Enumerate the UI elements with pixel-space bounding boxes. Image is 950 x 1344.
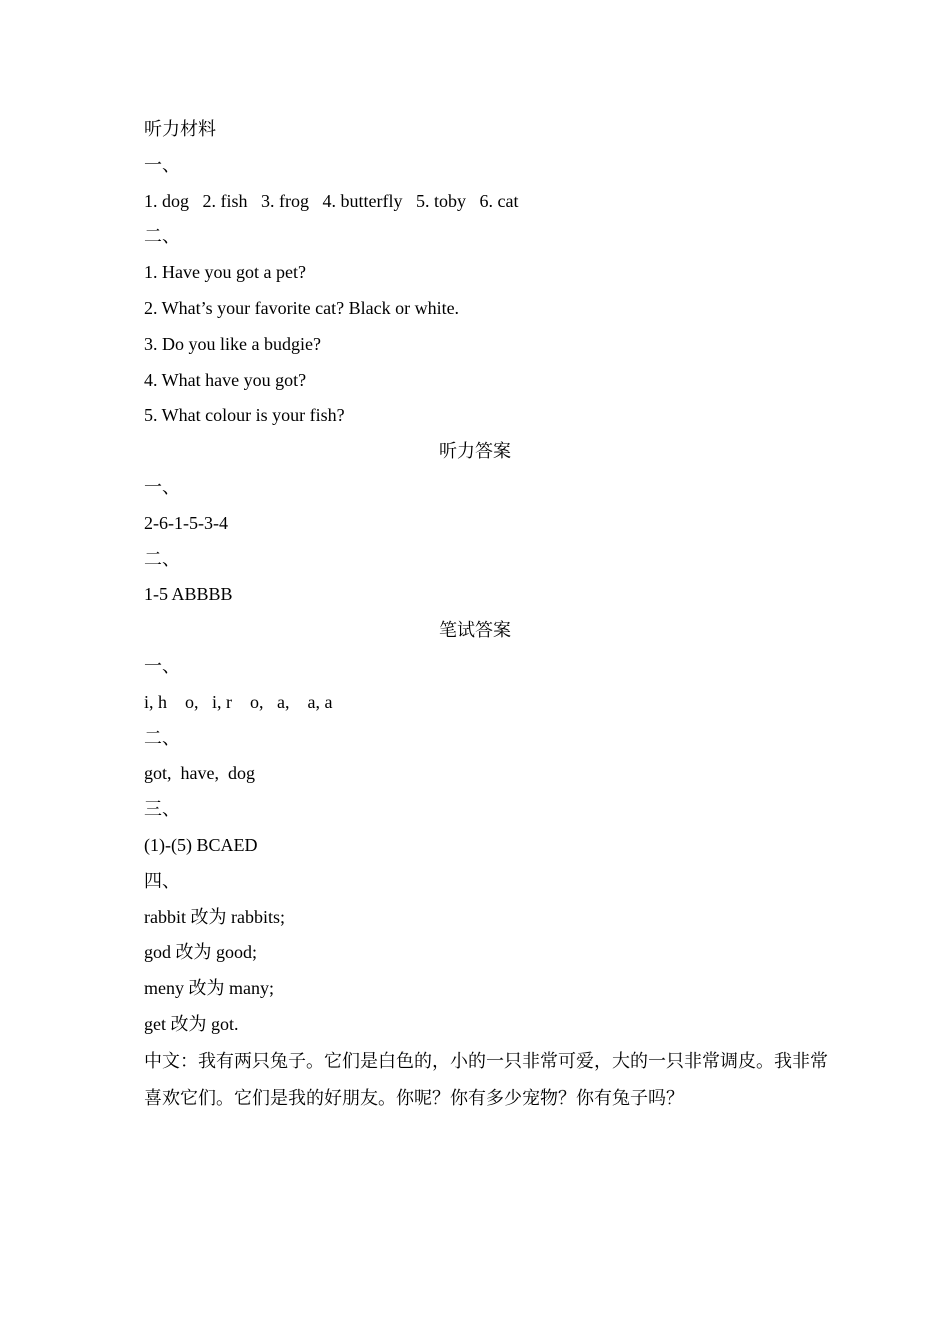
question-line: 2. What’s your favorite cat? Black or white. <box>144 297 460 318</box>
section-label: 四、 <box>144 870 180 891</box>
word-list: 1. dog 2. fish 3. frog 4. butterfly 5. toby 6. cat <box>144 190 519 211</box>
listening-answers-title: 听力答案 <box>439 441 511 462</box>
correction-line: god 改为 good; <box>144 942 258 963</box>
answer-line: i, h o, i, r o, a, a, a <box>144 691 333 712</box>
question-line: 1. Have you got a pet? <box>144 262 306 283</box>
chinese-translation: 中文：我有两只兔子。它们是白色的，小的一只非常可爱，大的一只非常调皮。我非常喜欢它们。它们是我的好朋友。你呢？你有多少宠物？你有兔子吗？ <box>144 1050 828 1108</box>
answer-line: 1-5 ABBBB <box>144 584 233 605</box>
section-label: 二、 <box>144 226 180 247</box>
answer-line: 2-6-1-5-3-4 <box>144 512 228 533</box>
correction-line: rabbit 改为 rabbits; <box>144 906 285 927</box>
correction-line: get 改为 got. <box>144 1013 239 1034</box>
question-line: 3. Do you like a budgie? <box>144 333 321 354</box>
document-page <box>144 112 828 1117</box>
answer-line: got, have, dog <box>144 763 255 784</box>
section-label: 二、 <box>144 727 180 748</box>
listening-material-title: 听力材料 <box>144 119 216 139</box>
answer-line: (1)-(5) BCAED <box>144 834 258 855</box>
section-label: 一、 <box>144 655 180 676</box>
written-answers-title: 笔试答案 <box>439 620 511 641</box>
section-label: 一、 <box>144 154 180 175</box>
question-line: 5. What colour is your fish? <box>144 405 345 426</box>
section-label: 一、 <box>144 476 180 497</box>
correction-line: meny 改为 many; <box>144 978 274 999</box>
question-line: 4. What have you got? <box>144 369 307 390</box>
section-label: 二、 <box>144 548 180 569</box>
section-label: 三、 <box>144 799 180 820</box>
